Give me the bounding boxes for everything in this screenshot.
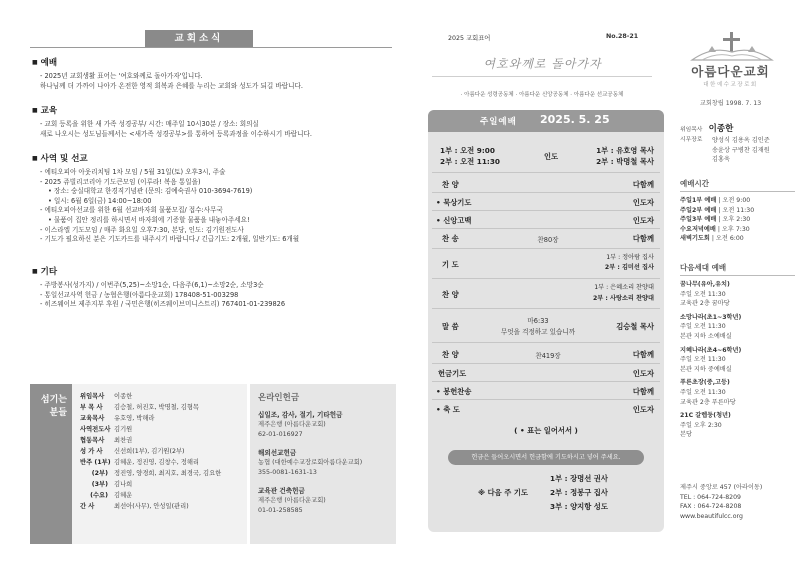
offering-name: 교육관 건축헌금 (258, 487, 305, 495)
worship-time: 오전 9:00 (722, 197, 751, 204)
staff-role: 교육목사 (80, 415, 105, 422)
group-time: 주일 오전 11:30 (680, 290, 726, 298)
order-item-leader-2: 2부 : 사랑소리 찬양대 (592, 295, 654, 302)
news-line: - 주방봉사(성가지) / 이번주(5,25)~소망1순, 다음주(6,1)~소망2순, 소망3순 (40, 281, 264, 289)
order-item-detail: 찬80장 (537, 236, 559, 244)
staff-row (80, 391, 243, 402)
divider (432, 278, 660, 279)
next-prayer-2: 2부 : 정봉구 집사 (550, 488, 608, 497)
news-line: - 이스라엘 기도모임 / 매주 화요일 오후7:30, 본당, 인도: 김기원전도사 (40, 225, 244, 234)
group-place: 본관 지하 소예배실 (680, 332, 732, 340)
stand-note: ( • 표는 일어서서 ) (514, 426, 578, 435)
news-line: - 교회 등록을 위한 새 가족 성경공부/ 시간: 매주일 10시30분 / 장소: 회의실 (40, 120, 259, 128)
ministries: · 아름다운 성령공동체 · 아름다운 신앙공동체 · 아름다운 선교공동체 (460, 92, 624, 98)
pastor-label: 위임목사 (680, 127, 703, 133)
worship-times (680, 178, 795, 244)
offering-bank: 농협 (대한예수교장로회아름다운교회) (258, 459, 363, 466)
fax: FAX : 064-724-8208 (680, 503, 742, 511)
staff-role: 협동목사 (80, 437, 105, 444)
worship-time-row: 주일3부 예배 | 오후 2:30 (680, 216, 751, 224)
divider (432, 399, 660, 400)
order-item-leader: 다함께 (632, 350, 654, 359)
section-title: ■ 기타 (32, 265, 397, 277)
worship-time-row: 수요저녁예배 | 오후 7:30 (680, 225, 750, 233)
order-item-label: 찬 양 (442, 290, 459, 299)
section-title: ■ 교육 (32, 104, 397, 116)
order-header (428, 110, 664, 132)
offering-item (258, 486, 388, 516)
slogan: 여호와께로 돌아가자 (483, 57, 602, 71)
group-name: 꿈나무(유아,유치) (680, 281, 730, 288)
staff-names: 김나희 (114, 481, 133, 488)
staff-names: 최선아(사무), 안성일(관리) (114, 503, 189, 510)
next-prayer-3: 3부 : 양지항 성도 (550, 502, 608, 511)
order-item-label: 기 도 (442, 260, 459, 269)
next-prayer-1: 1부 : 장명선 권사 (550, 474, 608, 483)
offering-bank: 제주은행 (아름다운교회) (258, 421, 326, 428)
news-line: 새로 나오시는 성도님들께서는 <새가족 성경공부>를 통하여 등록과정을 이수하시기 바랍니다. (40, 129, 312, 138)
issue-number: No.28-21 (606, 33, 639, 40)
worship-time: 오후 7:30 (721, 225, 750, 233)
staff-role: 간 사 (80, 503, 95, 510)
section-worship (32, 56, 397, 91)
phone: TEL : 064-724-8209 (680, 493, 741, 501)
news-line: 하나님께 더 가까이 나아가 온전한 영적 회복과 은혜를 누리는 교회와 성도가 되길 바랍니다. (40, 81, 303, 90)
divider (432, 248, 660, 249)
staff-role: 사역전도사 (80, 426, 111, 433)
elders-line: 양성식 김용옥 김인준 (712, 137, 770, 144)
next-gen-group (680, 280, 795, 309)
staff-names: 신선희(1부), 김기원(2부) (114, 448, 185, 455)
next-gen-group (680, 411, 795, 440)
order-item-leader: 다함께 (632, 387, 654, 396)
offering-item (258, 448, 388, 478)
news-line: • 물품이 집안 정리를 하시면서 바자회에 기증할 물품을 내놓아주세요! (48, 215, 250, 224)
church-name: 아름다운교회 (691, 64, 770, 79)
worship-time-row: 주일2부 예배 | 오전 11:30 (680, 206, 755, 214)
offering-account: 62-01-016927 (258, 431, 303, 438)
group-name: 21C 갈렙둥(청년) (680, 412, 731, 420)
next-gen-group (680, 313, 795, 342)
divider (30, 47, 392, 48)
group-time: 주일 오후 2:30 (680, 421, 722, 429)
news-line: - 에티오피아 아웃리치팀 1차 모임 / 5월 31일(토) 오후3시, 주술 (40, 168, 226, 176)
staff-names: 김혜운 (114, 492, 133, 499)
staff-row (80, 424, 243, 435)
staff-role: 성 가 사 (80, 448, 103, 455)
elders-line: 송윤상 구병찬 김재원 (712, 146, 770, 154)
news-line: - 기도가 필요하신 분은 기도카드를 내주시기 바랍니다./ 긴급기도: 2개월, 일반기도: 6개월 (40, 235, 300, 244)
news-line: • 장소: 숭실대학교 한경직기념관 (문의: 김예숙권사 010-3694-7619) (48, 187, 253, 196)
group-name: 소망나라(초1~3학년) (680, 313, 742, 321)
section-education (32, 104, 397, 139)
order-item-label: • 축 도 (436, 405, 460, 414)
order-date: 2025. 5. 25 (540, 113, 610, 126)
order-item-leader-2: 2부 : 김미선 집사 (604, 264, 654, 271)
church-logo (682, 32, 782, 64)
staff-names: 김기원 (114, 426, 133, 433)
section-etc (32, 265, 397, 310)
group-time: 주일 오전 11:30 (680, 388, 726, 396)
online-offering (250, 384, 396, 544)
divider (432, 228, 660, 229)
group-time: 주일 오전 11:30 (680, 356, 726, 364)
group-place: 본당 (680, 431, 692, 439)
staff-names: 이종한 (114, 393, 133, 400)
staff-row (80, 446, 243, 457)
staff-row (80, 457, 243, 468)
contact-info (680, 483, 795, 521)
staff-list (72, 384, 247, 544)
order-item-label: • 신앙고백 (436, 216, 472, 225)
worship-name: 수요저녁예배 (680, 225, 716, 233)
worship-name: 주일3부 예배 (680, 216, 717, 224)
staff-names: 김혜운, 정진영, 김창수, 정해리 (114, 459, 200, 466)
elders-line: 김홍욱 (712, 156, 730, 164)
worship-times-title: 예배시간 (680, 178, 795, 192)
elders-label: 시무장로 (680, 137, 703, 143)
news-line: - 2025년 교회생활 표어는 '여호와께로 돌아가자'입니다. (40, 72, 203, 80)
worship-name: 주일2부 예배 (680, 206, 717, 214)
group-name: 푸른초장(중,고등) (680, 379, 730, 387)
order-item-label: 말 씀 (442, 322, 459, 331)
order-item-label: • 봉헌찬송 (436, 387, 472, 396)
lead-label: 인도 (544, 152, 559, 161)
pastor-name: 이종한 (708, 124, 734, 134)
order-item-leader: 김승철 목사 (616, 322, 654, 331)
offering-name: 해외선교헌금 (258, 449, 297, 457)
staff-row (80, 501, 243, 512)
staff-role: (3부) (91, 481, 108, 488)
group-place: 교육관 2층 꿈마당 (680, 300, 730, 308)
divider (432, 172, 660, 173)
group-place: 교육관 2층 푸른마당 (680, 398, 736, 406)
order-item-label: • 묵상기도 (436, 198, 472, 207)
news-line: - 에티오피아선교를 위한 6월 선교바자회 물품모집/ 접수:사무국 (40, 206, 223, 215)
offering-note: 헌금은 들어오시면서 헌금함에 기도하시고 넣어 주세요. (448, 450, 644, 465)
worship-name: 새벽기도회 (680, 235, 710, 243)
order-item-leader-1: 1부 : 은혜소리 찬양대 (594, 284, 654, 291)
staff-tab (30, 384, 72, 544)
order-item-leader: 다함께 (632, 180, 654, 189)
founded-date: 교회창립 1998. 7. 13 (699, 100, 762, 107)
offering-account: 01-01-258585 (258, 507, 303, 514)
staff-row (80, 435, 243, 446)
next-gen-group (680, 346, 795, 375)
address: 제주시 중앙로 457 (아라이동) (680, 484, 763, 491)
worship-name: 주일1부 예배 (680, 197, 717, 204)
service2-time: 2부 : 오전 11:30 (440, 157, 500, 166)
staff-role: 반주 (1부) (80, 459, 111, 466)
lead-1: 1부 : 유호영 목사 (596, 146, 654, 155)
group-name: 지혜나라(초4~6학년) (680, 346, 742, 354)
order-item-label: 찬 양 (442, 180, 459, 189)
service1-time: 1부 : 오전 9:00 (440, 146, 495, 155)
sermon-title: 무엇을 걱정하고 있습니까 (500, 328, 576, 336)
divider (432, 76, 652, 77)
staff-names: 최찬권 (114, 437, 133, 444)
next-gen-group (680, 378, 795, 407)
order-item-leader: 인도자 (632, 369, 654, 378)
staff-names: 김승철, 허진호, 박명철, 김형목 (114, 404, 200, 411)
offering-title: 온라인헌금 (258, 393, 300, 403)
offering-bank: 제주은행 (아름다운교회) (258, 497, 326, 504)
divider (432, 342, 660, 343)
staff-names: 정진영, 양경희, 최지호, 최경국, 김요한 (114, 470, 222, 477)
order-item-leader-1: 1부 : 정아람 집사 (606, 254, 654, 261)
offering-item (258, 410, 388, 440)
staff-row (80, 413, 243, 424)
offering-account: 355-0081-1631-13 (258, 469, 317, 476)
section-title: ■ 예배 (32, 56, 397, 68)
worship-time: 오전 6:00 (715, 235, 744, 243)
order-item-detail: 찬419장 (535, 352, 561, 360)
staff-role: 부 목 사 (80, 404, 103, 411)
section-title: ■ 사역 및 선교 (32, 152, 397, 164)
news-line: - 통일선교사역 헌금 / 농협은행(아름다운교회) 178408-51-003298 (40, 290, 239, 299)
group-time: 주일 오전 11:30 (680, 323, 726, 331)
worship-time-row: 주일1부 예배 | 오전 9:00 (680, 197, 751, 204)
next-gen-title: 다음세대 예배 (680, 262, 795, 276)
order-item-leader: 다함께 (632, 234, 654, 243)
church-subtitle: 대한예수교장로회 (703, 82, 758, 88)
news-line: • 일시: 6월 6일(금) 14:00~18:00 (48, 196, 152, 205)
staff-row (80, 479, 243, 490)
staff-row (80, 468, 243, 479)
offering-name: 십일조, 감사, 절기, 기타헌금 (258, 411, 343, 419)
staff-row (80, 402, 243, 413)
divider (432, 363, 660, 364)
worship-time: 오후 2:30 (722, 216, 751, 224)
cross-icon (682, 32, 782, 62)
staff-role: (수요) (90, 492, 108, 499)
next-prayer-label: ※ 다음 주 기도 (478, 488, 528, 497)
news-line: - 히즈웨이브 제주지부 후원 / 국민은행(히즈웨이브미니스트리) 767401-01-239826 (40, 300, 286, 309)
worship-time: 오전 11:30 (722, 206, 755, 214)
website-link[interactable]: www.beautifulcc.org (680, 512, 743, 520)
order-item-label: 헌금기도 (438, 369, 467, 378)
order-title: 주일예배 (480, 117, 517, 127)
divider (432, 381, 660, 382)
divider (432, 308, 660, 309)
divider (432, 210, 660, 211)
worship-order (428, 110, 664, 532)
order-item-label: 찬 송 (442, 234, 459, 243)
news-line: - 2025 쥬빌리코리아 기도큰모임 (이루라! 복음 통일을) (40, 177, 201, 186)
year-theme: 2025 교회표어 (448, 35, 491, 42)
divider (432, 192, 660, 193)
group-place: 본관 지하 중예배실 (680, 365, 732, 373)
staff-role: 위임목사 (80, 393, 105, 400)
staff-row (80, 490, 243, 501)
order-item-leader: 인도자 (632, 405, 654, 414)
order-item-leader: 인도자 (632, 216, 654, 225)
next-gen-worship (680, 262, 795, 440)
staff-names: 유호영, 박해라 (114, 415, 155, 422)
order-item-label: 찬 양 (442, 350, 459, 359)
staff-tab-label: 섬기는 분들 (40, 395, 67, 418)
order-item-leader: 인도자 (632, 198, 654, 207)
staff-role: (2부) (91, 470, 108, 477)
sermon-scripture: 마6:33 (527, 317, 549, 325)
section-mission (32, 152, 397, 245)
pastor-info (680, 122, 795, 165)
worship-time-row: 새벽기도회 | 오전 6:00 (680, 235, 744, 243)
lead-2: 2부 : 박명철 목사 (596, 157, 654, 166)
news-header: 교회소식 (145, 30, 253, 47)
